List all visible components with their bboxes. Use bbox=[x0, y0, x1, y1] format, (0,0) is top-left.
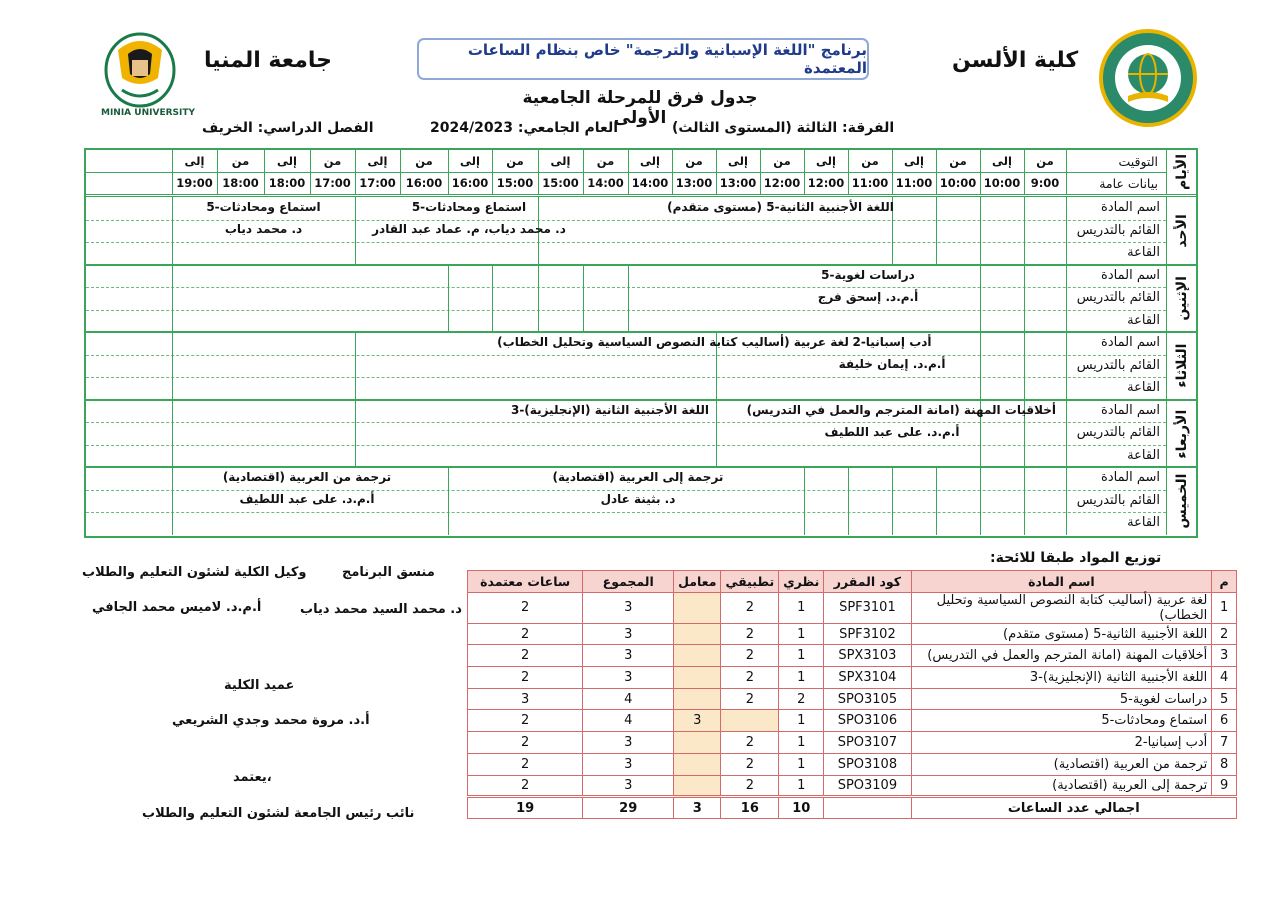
grid-line bbox=[86, 287, 1166, 288]
cell-lab bbox=[674, 732, 721, 754]
minia-university-logo bbox=[100, 30, 180, 120]
monday-course-1: دراسات لغوية-5 bbox=[821, 267, 915, 282]
grid-line bbox=[1166, 467, 1167, 535]
grid-line bbox=[1166, 400, 1167, 468]
cell-n: 3 bbox=[1212, 645, 1237, 667]
tuesday-course-2: لغة عربية (أساليب كتابة النصوص السياسية وتحليل الخطاب) bbox=[497, 335, 849, 350]
cell-code: SPX3103 bbox=[824, 645, 911, 667]
grid-line bbox=[892, 467, 893, 535]
cell-code: SPO3109 bbox=[824, 775, 911, 797]
cell-n: 1 bbox=[1212, 592, 1237, 623]
cell-credit: 2 bbox=[468, 623, 583, 645]
cell-theory: 1 bbox=[779, 623, 824, 645]
day-separator bbox=[86, 466, 1196, 468]
cell-code: SPO3106 bbox=[824, 710, 911, 732]
time-value: 12:00 bbox=[807, 176, 845, 190]
time-value: 18:00 bbox=[268, 176, 306, 190]
to-label: إلى bbox=[277, 154, 297, 168]
grid-line bbox=[86, 445, 1166, 446]
cell-code: SPO3105 bbox=[824, 688, 911, 710]
row-label: القائم بالتدريس bbox=[1076, 357, 1160, 373]
semester-label: الفصل الدراسي: الخريف bbox=[202, 120, 374, 136]
cell-total: 3 bbox=[583, 775, 674, 797]
day-separator bbox=[86, 264, 1196, 266]
row-label: اسم المادة bbox=[1101, 335, 1160, 351]
grid-line bbox=[1024, 332, 1025, 400]
total-credit: 19 bbox=[468, 797, 583, 819]
col-header: اسم المادة bbox=[911, 571, 1212, 593]
time-value: 16:00 bbox=[405, 176, 443, 190]
university-name: جامعة المنيا bbox=[204, 48, 332, 73]
grid-line bbox=[86, 220, 1166, 221]
cell-name: أدب إسبانيا-2 bbox=[911, 732, 1212, 754]
time-value: 11:00 bbox=[851, 176, 889, 190]
coordinator-title: منسق البرنامج bbox=[342, 565, 435, 580]
total-lab: 3 bbox=[674, 797, 721, 819]
cell-name: لغة عربية (أساليب كتابة النصوص السياسية وتحليل الخطاب) bbox=[911, 592, 1212, 623]
grid-line bbox=[172, 332, 173, 400]
time-value: 16:00 bbox=[451, 176, 489, 190]
sunday-course-1: اللغة الأجنبية الثانية-5 (مستوى متقدم) bbox=[667, 200, 894, 214]
thursday-course-2: ترجمة من العربية (اقتصادية) bbox=[222, 470, 392, 485]
row-label: القاعة bbox=[1127, 245, 1160, 261]
distribution-row bbox=[468, 753, 1237, 775]
faculty-logo bbox=[1098, 28, 1198, 128]
cell-total: 3 bbox=[583, 592, 674, 623]
row-label: القائم بالتدريس bbox=[1076, 222, 1160, 238]
cell-lab bbox=[674, 667, 721, 689]
cell-theory: 1 bbox=[779, 732, 824, 754]
program-title: برنامج "اللغة الإسبانية والترجمة" خاص بنظام الساعات المعتمدة bbox=[417, 38, 869, 80]
cell-code: SPF3102 bbox=[824, 623, 911, 645]
col-header: م bbox=[1212, 571, 1237, 593]
col-header: نظري bbox=[779, 571, 824, 593]
approval-label: يعتمد، bbox=[233, 770, 272, 785]
time-value: 15:00 bbox=[496, 176, 534, 190]
distribution-row bbox=[468, 645, 1237, 667]
cell-lab bbox=[674, 775, 721, 797]
grid-line bbox=[86, 490, 1166, 491]
col-header: المجموع bbox=[583, 571, 674, 593]
to-label: إلى bbox=[184, 154, 205, 168]
cell-name: ترجمة إلى العربية (اقتصادية) bbox=[911, 775, 1212, 797]
col-header: معامل bbox=[674, 571, 721, 593]
thursday-course-1: ترجمة إلى العربية (اقتصادية) bbox=[552, 470, 724, 485]
time-value: 17:00 bbox=[359, 176, 396, 190]
total-applied: 16 bbox=[721, 797, 779, 819]
grid-line bbox=[1166, 197, 1167, 265]
cell-applied: 2 bbox=[721, 775, 779, 797]
day-label: الثلاثاء bbox=[1174, 343, 1190, 389]
grid-line bbox=[86, 422, 1166, 423]
to-label: إلى bbox=[550, 154, 571, 168]
grid-line bbox=[448, 265, 449, 333]
cell-lab bbox=[674, 623, 721, 645]
timing-label: التوقيت bbox=[1118, 153, 1158, 169]
cell-total: 3 bbox=[583, 667, 674, 689]
cell-n: 2 bbox=[1212, 623, 1237, 645]
cell-n: 4 bbox=[1212, 667, 1237, 689]
row-label: القاعة bbox=[1127, 312, 1160, 328]
grid-line bbox=[1166, 150, 1167, 194]
cell-credit: 2 bbox=[468, 592, 583, 623]
day-separator bbox=[86, 331, 1196, 333]
to-label: إلى bbox=[992, 154, 1012, 168]
distribution-row bbox=[468, 688, 1237, 710]
total-sum: 29 bbox=[583, 797, 674, 819]
col-header: تطبيقي bbox=[721, 571, 779, 593]
grid-line bbox=[86, 242, 1166, 243]
from-label: من bbox=[1036, 154, 1054, 168]
cell-total: 3 bbox=[583, 753, 674, 775]
cell-theory: 1 bbox=[779, 592, 824, 623]
time-value: 19:00 bbox=[176, 176, 213, 190]
cell-theory: 1 bbox=[779, 710, 824, 732]
cell-n: 8 bbox=[1212, 753, 1237, 775]
grid-line bbox=[86, 512, 1166, 513]
cell-applied bbox=[721, 710, 779, 732]
cell-total: 3 bbox=[583, 645, 674, 667]
time-value: 17:00 bbox=[314, 176, 351, 190]
cell-theory: 1 bbox=[779, 645, 824, 667]
grid-line bbox=[538, 265, 539, 333]
cell-n: 9 bbox=[1212, 775, 1237, 797]
vice-dean-name: أ.م.د. لاميس محمد الجافي bbox=[92, 600, 262, 615]
distribution-row bbox=[468, 732, 1237, 754]
col-header: ساعات معتمدة bbox=[468, 571, 583, 593]
cell-code: SPX3104 bbox=[824, 667, 911, 689]
cell-applied: 2 bbox=[721, 592, 779, 623]
cell-name: ترجمة من العربية (اقتصادية) bbox=[911, 753, 1212, 775]
total-label: اجمالي عدد الساعات bbox=[911, 797, 1237, 819]
sunday-course-2: استماع ومحادثات-5 bbox=[411, 200, 527, 214]
cell-applied: 2 bbox=[721, 667, 779, 689]
cell-credit: 2 bbox=[468, 775, 583, 797]
row-label: القاعة bbox=[1127, 380, 1160, 396]
from-label: من bbox=[596, 154, 615, 168]
cell-credit: 2 bbox=[468, 732, 583, 754]
distribution-title: توزيع المواد طبقا للائحة: bbox=[990, 550, 1162, 566]
cell-credit: 2 bbox=[468, 667, 583, 689]
cell-applied: 2 bbox=[721, 732, 779, 754]
coordinator-name: د. محمد السيد محمد دياب bbox=[300, 602, 462, 617]
wednesday-course-2: اللغة الأجنبية الثانية (الإنجليزية)-3 bbox=[510, 402, 710, 417]
grid-line bbox=[848, 467, 849, 535]
to-label: إلى bbox=[728, 154, 748, 168]
faculty-name: كلية الألسن bbox=[952, 48, 1079, 73]
grid-line bbox=[980, 197, 981, 265]
distribution-row bbox=[468, 775, 1237, 797]
time-value: 10:00 bbox=[939, 176, 977, 190]
from-label: من bbox=[506, 154, 524, 168]
cell-theory: 1 bbox=[779, 667, 824, 689]
time-value: 13:00 bbox=[675, 176, 713, 190]
dean-title: عميد الكلية bbox=[224, 678, 295, 693]
cell-applied: 2 bbox=[721, 645, 779, 667]
from-label: من bbox=[685, 154, 703, 168]
to-label: إلى bbox=[904, 154, 924, 168]
row-label: القائم بالتدريس bbox=[1076, 425, 1160, 441]
thursday-teacher-1: د. بثينة عادل bbox=[600, 492, 676, 507]
time-value: 12:00 bbox=[763, 176, 801, 190]
time-value: 9:00 bbox=[1030, 176, 1060, 190]
cell-lab bbox=[674, 592, 721, 623]
cell-total: 3 bbox=[583, 732, 674, 754]
cell-theory: 2 bbox=[779, 688, 824, 710]
distribution-row bbox=[468, 710, 1237, 732]
days-header: الأيام bbox=[1174, 154, 1190, 190]
cell-total: 4 bbox=[583, 710, 674, 732]
thursday-teacher-2: أ.م.د. على عبد اللطيف bbox=[239, 492, 375, 507]
distribution-table bbox=[467, 570, 1237, 819]
grid-line bbox=[86, 377, 1166, 378]
university-name-en: MINIA UNIVERSITY bbox=[101, 108, 196, 118]
cell-lab bbox=[674, 753, 721, 775]
cell-name: اللغة الأجنبية الثانية (الإنجليزية)-3 bbox=[911, 667, 1212, 689]
row-label: اسم المادة bbox=[1101, 200, 1160, 215]
grid-line bbox=[1166, 265, 1167, 333]
sunday-teacher-3: د. محمد دياب bbox=[224, 222, 303, 236]
time-value: 18:00 bbox=[222, 176, 259, 190]
distribution-row bbox=[468, 623, 1237, 645]
grid-line bbox=[628, 265, 629, 333]
cell-code: SPO3108 bbox=[824, 753, 911, 775]
grid-line bbox=[1024, 197, 1025, 265]
time-value: 11:00 bbox=[895, 176, 933, 190]
university-vp-title: نائب رئيس الجامعة لشئون التعليم والطلاب bbox=[142, 806, 415, 821]
row-label: القاعة bbox=[1127, 515, 1160, 531]
cell-lab: 3 bbox=[674, 710, 721, 732]
general-data-label: بيانات عامة bbox=[1099, 175, 1158, 191]
row-label: القائم بالتدريس bbox=[1076, 290, 1160, 306]
vice-dean-title: وكيل الكلية لشئون التعليم والطلاب bbox=[82, 565, 307, 580]
wednesday-course-1: أخلاقيات المهنة (امانة المترجم والعمل في التدريس) bbox=[746, 402, 1056, 417]
cell-theory: 1 bbox=[779, 775, 824, 797]
day-label: الأحد bbox=[1174, 214, 1190, 248]
schedule-title: جدول فرق للمرحلة الجامعية الأولى bbox=[522, 88, 758, 128]
row-label: اسم المادة bbox=[1101, 402, 1160, 418]
grid-line bbox=[355, 400, 356, 468]
cell-credit: 2 bbox=[468, 753, 583, 775]
from-label: من bbox=[415, 154, 433, 168]
time-value: 13:00 bbox=[719, 176, 757, 190]
grid-line bbox=[980, 467, 981, 535]
cell-total: 3 bbox=[583, 623, 674, 645]
tuesday-teacher-1: أ.م.د. إيمان خليفة bbox=[838, 357, 946, 372]
day-label: الأربعاء bbox=[1174, 409, 1190, 459]
day-label: الإثنين bbox=[1174, 276, 1190, 321]
to-label: إلى bbox=[367, 154, 388, 168]
grid-line bbox=[583, 265, 584, 333]
grid-line bbox=[86, 194, 1196, 197]
dean-name: أ.د. مروة محمد وجدي الشريعي bbox=[172, 713, 370, 728]
cell-name: دراسات لغوية-5 bbox=[911, 688, 1212, 710]
grid-line bbox=[936, 467, 937, 535]
cell-code: SPO3107 bbox=[824, 732, 911, 754]
cell-total: 4 bbox=[583, 688, 674, 710]
distribution-header-row bbox=[468, 571, 1237, 593]
grid-line bbox=[1024, 467, 1025, 535]
to-label: إلى bbox=[816, 154, 836, 168]
from-label: من bbox=[323, 154, 342, 168]
day-label: الخميس bbox=[1174, 473, 1190, 529]
grid-line bbox=[492, 265, 493, 333]
cell-lab bbox=[674, 688, 721, 710]
to-label: إلى bbox=[460, 154, 480, 168]
from-label: من bbox=[773, 154, 791, 168]
distribution-row bbox=[468, 592, 1237, 623]
cell-applied: 2 bbox=[721, 688, 779, 710]
cell-applied: 2 bbox=[721, 753, 779, 775]
time-value: 10:00 bbox=[983, 176, 1021, 190]
row-label: اسم المادة bbox=[1101, 267, 1160, 283]
schedule-grid bbox=[84, 148, 1198, 538]
cell-applied: 2 bbox=[721, 623, 779, 645]
grid-line bbox=[172, 265, 173, 333]
tuesday-course-1: أدب إسبانيا-2 bbox=[852, 335, 932, 350]
cell-name: أخلاقيات المهنة (امانة المترجم والعمل في التدريس) bbox=[911, 645, 1212, 667]
cell-code: SPF3101 bbox=[824, 592, 911, 623]
grid-line bbox=[355, 332, 356, 400]
total-row bbox=[468, 797, 1237, 819]
time-value: 14:00 bbox=[587, 176, 624, 190]
grid-line bbox=[86, 355, 1166, 356]
year-label: العام الجامعي: 2024/2023 bbox=[430, 120, 619, 136]
monday-teacher-1: أ.م.د. إسحق فرج bbox=[817, 289, 919, 304]
cell-credit: 3 bbox=[468, 688, 583, 710]
cell-credit: 2 bbox=[468, 710, 583, 732]
distribution-row bbox=[468, 667, 1237, 689]
cell-n: 7 bbox=[1212, 732, 1237, 754]
cell-n: 6 bbox=[1212, 710, 1237, 732]
row-label: اسم المادة bbox=[1101, 470, 1160, 486]
cell-n: 5 bbox=[1212, 688, 1237, 710]
cell-name: استماع ومحادثات-5 bbox=[911, 710, 1212, 732]
level-label: الفرقة: الثالثة (المستوى الثالث) bbox=[672, 120, 895, 136]
from-label: من bbox=[949, 154, 967, 168]
grid-line bbox=[172, 400, 173, 468]
row-label: القائم بالتدريس bbox=[1076, 492, 1160, 508]
cell-name: اللغة الأجنبية الثانية-5 (مستوى متقدم) bbox=[911, 623, 1212, 645]
time-value: 14:00 bbox=[631, 176, 669, 190]
day-separator bbox=[86, 399, 1196, 401]
col-header: كود المقرر bbox=[824, 571, 911, 593]
sunday-course-3: استماع ومحادثات-5 bbox=[206, 200, 321, 214]
total-theory: 10 bbox=[779, 797, 824, 819]
grid-line bbox=[86, 310, 1166, 311]
cell-lab bbox=[674, 645, 721, 667]
grid-line bbox=[1166, 332, 1167, 400]
row-label: القاعة bbox=[1127, 447, 1160, 463]
sunday-teacher-2: د. محمد دياب، م. عماد عبد القادر bbox=[372, 222, 566, 236]
cell-credit: 2 bbox=[468, 645, 583, 667]
wednesday-teacher-1: أ.م.د. على عبد اللطيف bbox=[824, 424, 960, 439]
to-label: إلى bbox=[640, 154, 660, 168]
cell-theory: 1 bbox=[779, 753, 824, 775]
time-value: 15:00 bbox=[542, 176, 579, 190]
from-label: من bbox=[861, 154, 879, 168]
from-label: من bbox=[231, 154, 250, 168]
